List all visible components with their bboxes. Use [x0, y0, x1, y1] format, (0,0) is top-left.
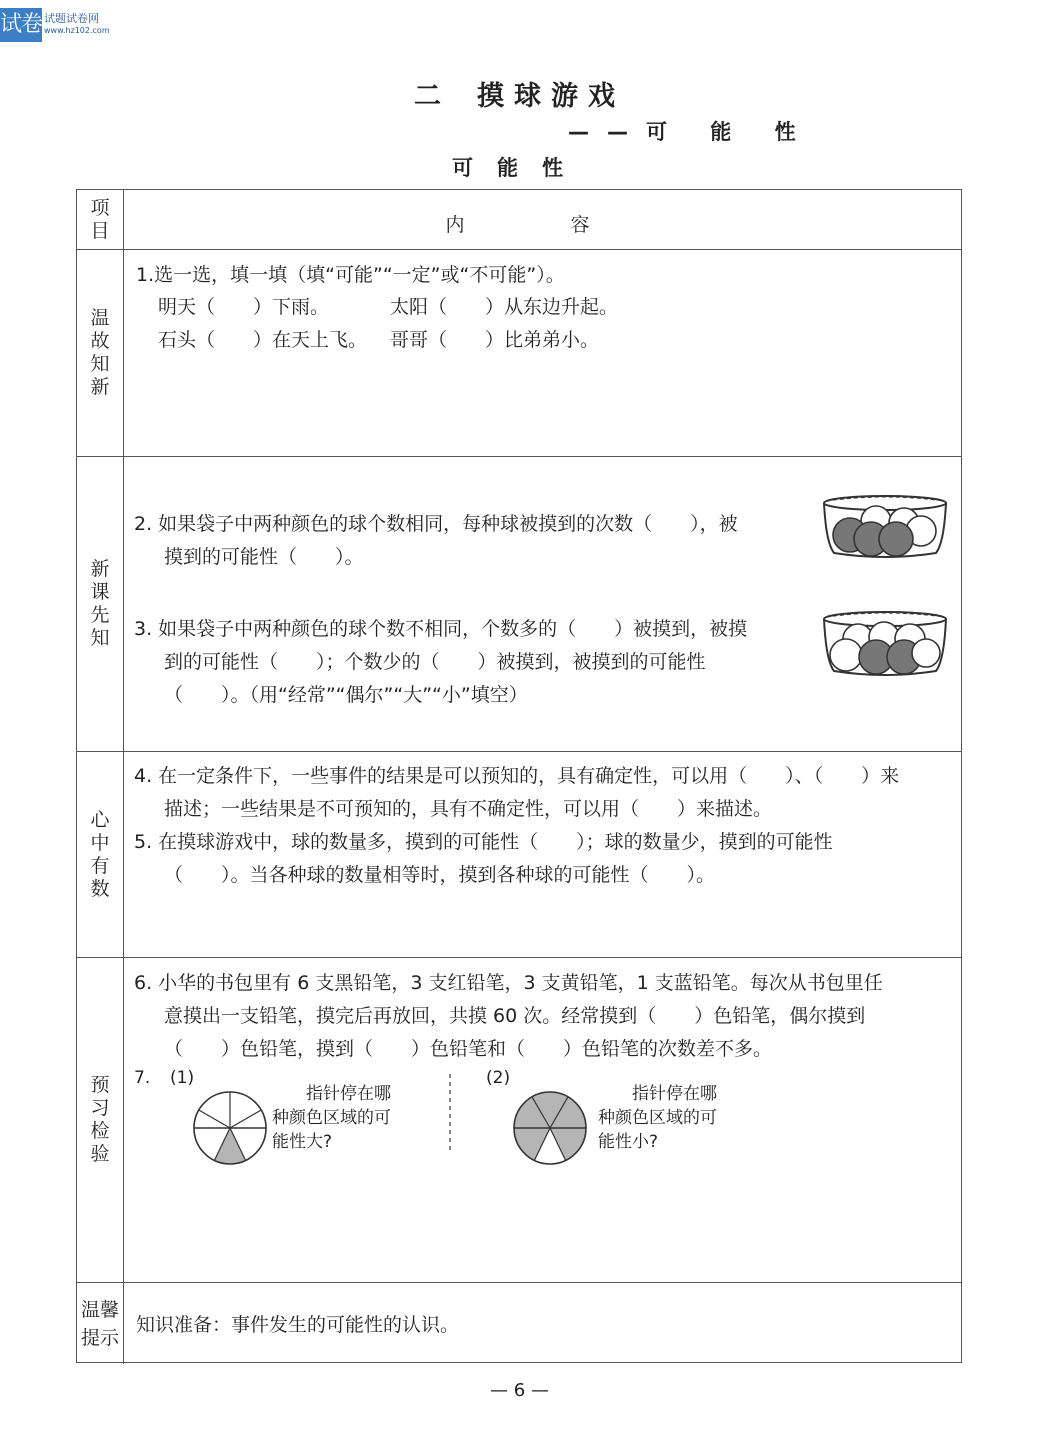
- category-cell: [77, 1283, 124, 1364]
- content-cell: [124, 958, 961, 1282]
- spinner-1-question-line-3: 能性大?: [272, 1132, 333, 1152]
- site-logo-badge: 试卷: [0, 8, 42, 42]
- table-row-tip: [77, 1283, 961, 1364]
- fill-blank-1c: 石头（ ）在天上飞。: [158, 329, 368, 351]
- section-title: 可能性: [452, 156, 587, 180]
- question-5-line-1: 5. 在摸球游戏中，球的数量多，摸到的可能性（ ）；球的数量少，摸到的可能性: [134, 831, 833, 853]
- category-label: 温故知新: [90, 307, 110, 398]
- question-7-label: 7.: [134, 1068, 151, 1088]
- category-cell: [77, 457, 124, 751]
- question-3-line-1: 3. 如果袋子中两种颜色的球个数不相同，个数多的（ ）被摸到，被摸: [134, 618, 748, 640]
- spinner-1-question: [272, 1082, 391, 1154]
- question-1: 1.选一选，填一填（填“可能”“一定”或“不可能”）。: [136, 264, 565, 286]
- table-row-check: [77, 958, 961, 1283]
- site-logo-url: www.hz102.com: [44, 26, 110, 35]
- spinner-1-image: [190, 1088, 270, 1168]
- category-cell: [77, 250, 124, 456]
- page-number: — 6 —: [490, 1380, 549, 1401]
- fill-blank-1d: 哥哥（ ）比弟弟小。: [390, 329, 600, 351]
- unit-subtitle: ——可 能 性: [568, 120, 814, 144]
- question-5-line-2: （ ）。当各种球的数量相等时，摸到各种球的可能性（ ）。: [164, 864, 716, 886]
- worksheet-table: [76, 189, 962, 1363]
- spinner-2-question-line-2: 种颜色区域的可: [598, 1108, 717, 1128]
- site-logo-name: 试题试卷网: [44, 12, 99, 25]
- header-content-label: 内 容: [445, 214, 640, 236]
- fill-blank-1a: 明天（ ）下雨。: [158, 296, 330, 318]
- content-cell: [124, 250, 961, 456]
- spinner-2-question: [598, 1082, 717, 1154]
- question-6-line-1: 6. 小华的书包里有 6 支黑铅笔，3 支红铅笔，3 支黄铅笔，1 支蓝铅笔。每次从书包里任: [134, 972, 883, 994]
- content-cell: [124, 752, 961, 957]
- table-row-review: [77, 250, 961, 457]
- unit-number: 二: [414, 81, 451, 112]
- content-cell: [124, 457, 961, 751]
- question-3-line-3: （ ）。（用“经常”“偶尔”“大”“小”填空）: [164, 684, 528, 706]
- category-label: 预习检验: [90, 1074, 110, 1165]
- question-2-line-1: 2. 如果袋子中两种颜色的球个数相同，每种球被摸到的次数（ ），被: [134, 513, 738, 535]
- spinner-2-question-line-3: 能性小?: [598, 1132, 659, 1152]
- spinner-1-question-line-1: 指针停在哪: [306, 1084, 391, 1104]
- spinner-1-question-line-2: 种颜色区域的可: [272, 1108, 391, 1128]
- fill-blank-1b: 太阳（ ）从东边升起。: [390, 296, 619, 318]
- ball-bag-unequal-image: [818, 607, 952, 681]
- category-cell: [77, 752, 124, 957]
- question-6-line-3: （ ）色铅笔，摸到（ ）色铅笔和（ ）色铅笔的次数差不多。: [164, 1038, 773, 1060]
- question-2-line-2: 摸到的可能性（ ）。: [164, 546, 364, 568]
- unit-title: [0, 74, 1039, 113]
- content-cell: [124, 1283, 961, 1364]
- part-divider: [448, 1074, 452, 1154]
- question-4-line-1: 4. 在一定条件下，一些事件的结果是可以预知的，具有确定性，可以用（ ）、（ ）来: [134, 765, 900, 787]
- table-row-preview: [77, 457, 961, 752]
- spinner-2-question-line-1: 指针停在哪: [632, 1084, 717, 1104]
- table-row-summary: [77, 752, 961, 958]
- question-6-line-2: 意摸出一支铅笔，摸完后再放回，共摸 60 次。经常摸到（ ）色铅笔，偶尔摸到: [164, 1005, 866, 1027]
- question-7-part-2-label: (2): [486, 1068, 511, 1088]
- question-4-line-2: 描述；一些结果是不可预知的，具有不确定性，可以用（ ）来描述。: [164, 798, 773, 820]
- category-label: 温馨提示: [80, 1298, 119, 1349]
- header-content-cell: [124, 190, 961, 249]
- ball-bag-equal-image: [818, 491, 952, 563]
- question-3-line-2: 到的可能性（ ）；个数少的（ ）被摸到，被摸到的可能性: [164, 651, 706, 673]
- category-cell: [77, 958, 124, 1282]
- category-label: 新课先知: [90, 558, 110, 649]
- tip-text: 知识准备：事件发生的可能性的认识。: [136, 1314, 460, 1336]
- unit-title-text: 摸球游戏: [477, 81, 625, 112]
- header-category-label: 项目: [90, 196, 110, 242]
- category-label: 心中有数: [90, 808, 110, 900]
- question-7-part-1-label: (1): [170, 1068, 195, 1088]
- header-category-cell: [77, 190, 124, 249]
- table-header-row: [77, 190, 961, 250]
- spinner-2-image: [510, 1088, 590, 1168]
